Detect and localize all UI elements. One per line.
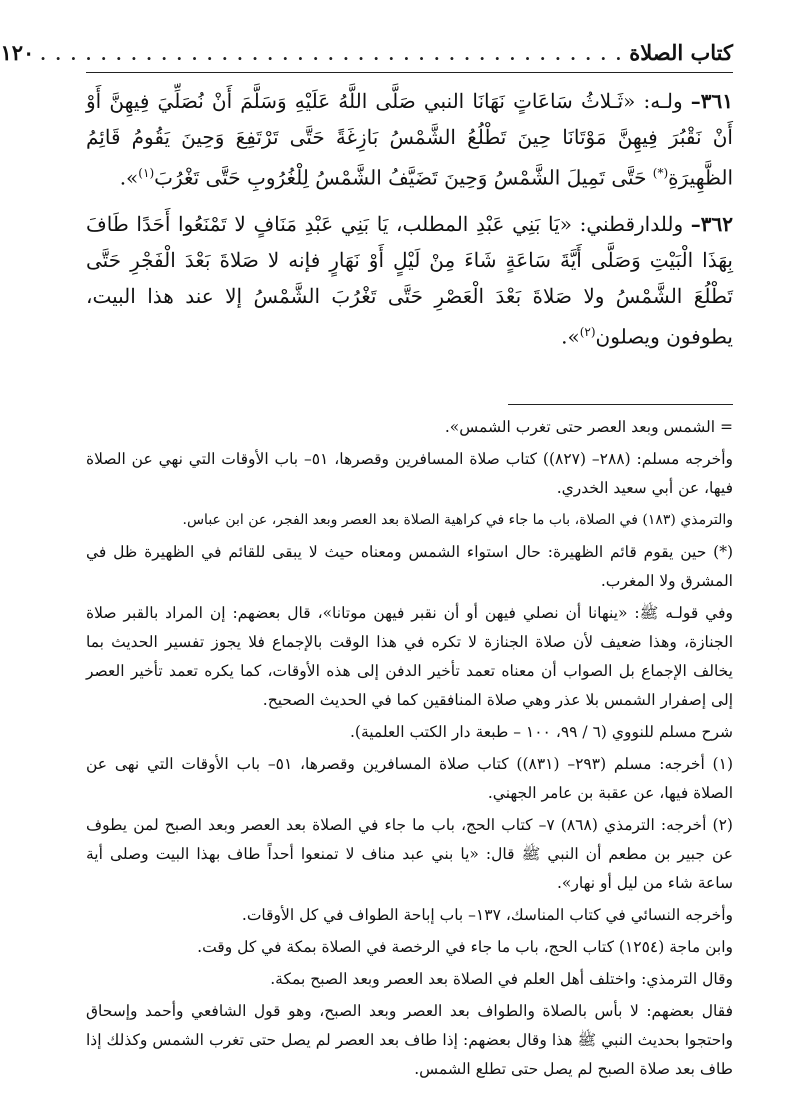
footnote-paragraph: والترمذي (١٨٣) في الصلاة، باب ما جاء في كراهية الصلاة بعد العصر وبعد الفجر، عن ابن عباس. [182, 512, 733, 529]
hadith-text: ولـه: «ثَـلاثُ سَاعَاتٍ نَهَانَا النبي صَلَّى اللَّهُ عَلَيْهِ وَسَلَّمَ أَنْ نُصَلِّيَ فِيهِنَّ أَوْ أَنْ نَقْبُرَ فِيهِنَّ مَوْتَانَا حِينَ تَطْلُعُ الشَّمْسُ بَازِغَةً حَتَّى تَرْتَفِعَ وَحِينَ يَقُومُ قَائِمُ الظَّهِيرَةِ [86, 89, 733, 190]
footnotes [86, 413, 733, 1084]
hadith-end: ». [119, 165, 139, 190]
asterisk-note-marker: (*) [652, 166, 669, 180]
footnote-continuation: = الشمس وبعد العصر حتى تغرب الشمس». [444, 418, 733, 437]
hadith-text-continued: حَتَّى تَمِيلَ الشَّمْسُ وَحِينَ تَضَيَّفُ الشَّمْسُ لِلْغُرُوبِ حَتَّى تَغْرُبَ [154, 165, 653, 190]
footnote-paragraph: وابن ماجة (١٢٥٤) كتاب الحج، باب ما جاء في الرخصة في الصلاة بمكة في كل وقت. [197, 938, 733, 957]
hadith-number: ٣٦٢– [690, 211, 733, 236]
hadith-361 [86, 83, 733, 196]
footnote-paragraph: وأخرجه النسائي في كتاب المناسك، ١٣٧– باب إباحة الطواف في كل الأوقات. [241, 906, 733, 925]
header-leader-dots: . . . . . . . . . . . . . . . . . . . . . . . . . . . . . . . . . . . . . . . [40, 45, 624, 64]
hadith-text: وللدارقطني: «يَا بَنِي عَبْدِ المطلب، يَا بَنِي عَبْدِ مَنَافٍ لا تَمْنَعُوا أَحَدًا طَافَ بِهَذَا الْبَيْتِ وَصَلَّى أَيَّةَ سَاعَةٍ شَاءَ مِنْ لَيْلٍ أَوْ نَهَارٍ فإنه لا صَلاةَ بَعْدَ الْفَجْرِ حَتَّى تَطْلُعَ الشَّمْسُ ولا صَلاةَ بَعْدَ الْعَصْرِ حَتَّى تَغْرُبَ الشَّمْسُ إلا عند هذا البيت، يطوفون ويصلون [86, 211, 733, 349]
footnote-marker: (١) [138, 166, 155, 180]
footnote-marker: (٢) [579, 324, 596, 339]
footnote-1: (١) أخرجه: مسلم (٢٩٣– (٨٣١)) كتاب صلاة المسافرين وقصرها، ٥١– باب الأوقات التي نهى عن الصلاة فيها، عن عقبة بن عامر الجهني. [86, 755, 733, 803]
book-title: كتاب الصلاة [629, 40, 733, 65]
footnote-separator [508, 404, 733, 405]
footnote-paragraph: وأخرجه مسلم: (٢٨٨– (٨٢٧)) كتاب صلاة المسافرين وقصرها، ٥١– باب الأوقات التي نهي عن الصلاة فيها، عن أبي سعيد الخدري. [86, 450, 733, 498]
footnote-paragraph: شرح مسلم للنووي (٦ / ٩٩، ١٠٠ – طبعة دار الكتب العلمية). [349, 723, 733, 742]
hadith-number: ٣٦١– [690, 89, 733, 113]
footnote-paragraph: فقال بعضهم: لا بأس بالصلاة والطواف بعد العصر وبعد الصبح، وهو قول الشافعي وأحمد وإسحاق واحتجوا بحديث النبي ﷺ هذا وقال بعضهم: إذا طاف بعد العصر لم يصل حتى تغرب الشمس وكذلك إذا طاف بعد صلاة الصبح لم يصل حتى تطلع الشمس. [86, 1002, 733, 1079]
footnote-asterisk-note: (*) حين يقوم قائم الظهيرة: حال استواء الشمس ومعناه حيث لا يبقى للقائم في الظهيرة ظل في المشرق ولا المغرب. [86, 543, 733, 591]
footnote-paragraph: وفي قولـه ﷺ: «ينهانا أن نصلي فيهن أو أن نقبر فيهن موتانا»، قال بعضهم: إن المراد بالقبر صلاة الجنازة، وهذا ضعيف لأن صلاة الجنازة لا تكره في هذا الوقت بالإجماع فلا يجوز تفسير الحديث بما يخالف الإجماع بل الصواب أن معناه تعمد تأخير الدفن إلى هذه الأوقات، كما يكره تعمد تأخير العصر إلى إصفرار الشمس بلا عذر وهي صلاة المنافقين كما في الحديث الصحيح. [86, 604, 733, 710]
running-header [0, 40, 733, 70]
page-number: ١٢٠ [0, 40, 35, 65]
hadith-end: ». [561, 324, 580, 349]
header-rule [86, 72, 733, 73]
hadith-362 [86, 206, 733, 355]
main-text [86, 83, 733, 354]
footnote-2: (٢) أخرجه: الترمذي (٨٦٨) ٧– كتاب الحج، باب ما جاء في الصلاة بعد العصر وبعد الصبح لمن يطوف عن جبير بن مطعم أن النبي ﷺ قال: «يا بني عبد مناف لا تمنعوا أحداً طاف بهذا البيت وصلى أية ساعة شاء من ليل أو نهار». [86, 816, 733, 893]
footnote-paragraph: وقال الترمذي: واختلف أهل العلم في الصلاة بعد العصر وبعد الصبح بمكة. [270, 970, 733, 989]
